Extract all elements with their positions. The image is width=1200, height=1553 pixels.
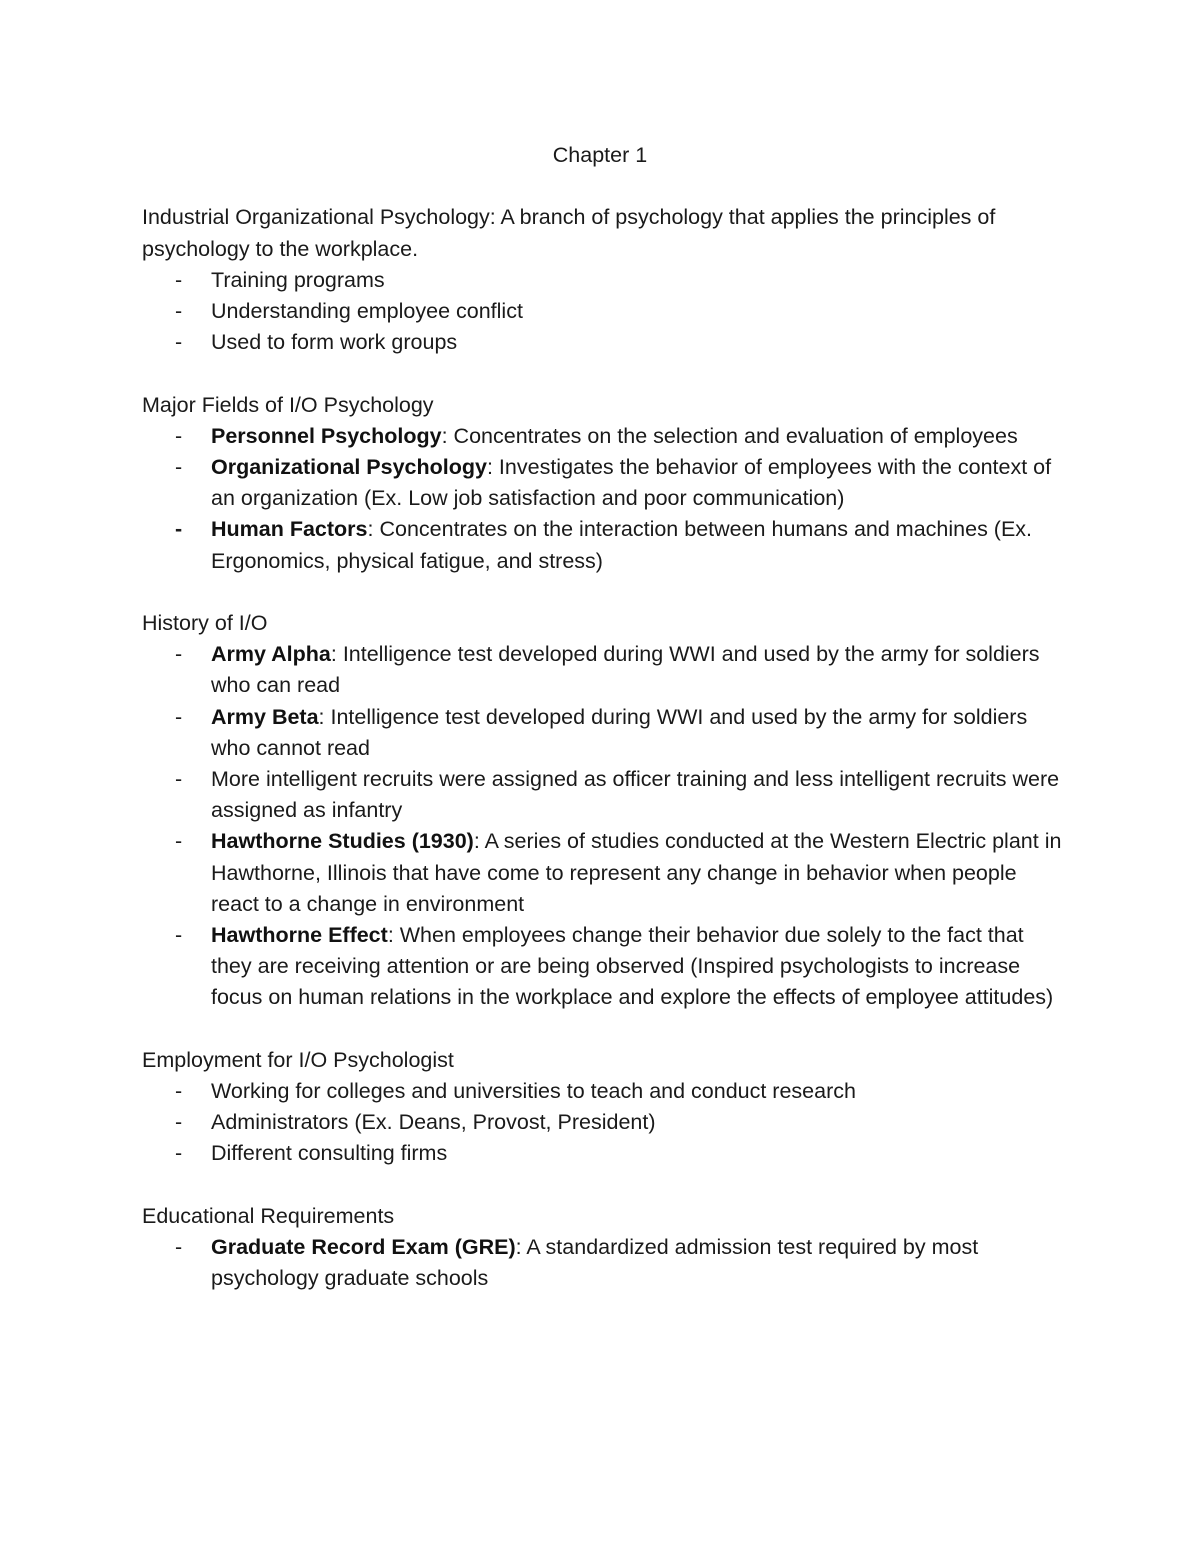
education-list [142, 1232, 1062, 1294]
term: Hawthorne Effect [211, 923, 388, 948]
definition: : A series of studies conducted at the Western Electric plant in Hawthorne, Illinois that have come to represent any change in behavior when people react to a change in environment [211, 829, 1062, 916]
term: Army Beta [211, 704, 319, 729]
list-item-text: Training programs [211, 267, 385, 292]
list-item [142, 265, 1062, 296]
dash-bullet: - [175, 330, 183, 355]
dash-bullet: - [175, 829, 183, 854]
list-item-text: Administrators (Ex. Deans, Provost, President) [211, 1110, 656, 1135]
definition: : Intelligence test developed during WWI and used by the army for soldiers who can read [211, 642, 1040, 698]
list-item [142, 920, 1062, 1014]
term: Hawthorne Studies (1930) [211, 829, 474, 854]
list-item [142, 296, 1062, 327]
section-heading: Educational Requirements [142, 1203, 395, 1228]
intro-definition: Industrial Organizational Psychology: A branch of psychology that applies the principles of psychology to the workplace. [142, 205, 996, 261]
definition: : Investigates the behavior of employees with the context of an organization (Ex. Low job satisfaction and poor communication) [211, 455, 1052, 511]
term: Human Factors [211, 517, 368, 542]
list-item [142, 764, 1062, 826]
dash-bullet: - [175, 299, 183, 323]
section-heading: Employment for I/O Psychologist [142, 1047, 454, 1072]
major-fields-list [142, 421, 1062, 577]
history-section [142, 608, 1062, 1014]
term: Personnel Psychology [211, 423, 442, 448]
definition: : Intelligence test developed during WWI and used by the army for soldiers who cannot read [211, 704, 1028, 760]
dash-bullet: - [175, 423, 183, 448]
term: Army Alpha [211, 642, 331, 667]
education-section [142, 1201, 1062, 1295]
definition: : A standardized admission test required by most psychology graduate schools [211, 1235, 979, 1291]
dash-bullet: - [175, 923, 183, 948]
term: Graduate Record Exam (GRE) [211, 1235, 516, 1260]
dash-bullet: - [175, 267, 183, 292]
dash-bullet: - [175, 1235, 183, 1260]
employment-list [142, 1076, 1062, 1170]
definition: : Concentrates on the interaction between humans and machines (Ex. Ergonomics, physical fatigue, and stress) [211, 517, 1033, 573]
term: Organizational Psychology [211, 455, 487, 479]
list-item [142, 327, 1062, 358]
intro-section [142, 202, 1062, 358]
dash-bullet: - [175, 517, 183, 542]
list-item [142, 702, 1062, 764]
dash-bullet: - [175, 704, 183, 729]
dash-bullet: - [175, 1079, 183, 1104]
list-item [142, 826, 1062, 920]
dash-bullet: - [175, 455, 183, 479]
list-item-text: More intelligent recruits were assigned as officer training and less intelligent recruits were assigned as infantry [211, 767, 1060, 823]
document-body [142, 140, 1062, 1326]
dash-bullet: - [175, 642, 183, 667]
dash-bullet: - [175, 1141, 183, 1166]
definition: : Concentrates on the selection and evaluation of employees [441, 423, 1018, 448]
history-list [142, 639, 1062, 1013]
section-heading: Major Fields of I/O Psychology [142, 392, 434, 417]
list-item-text: Used to form work groups [211, 330, 458, 355]
intro-list [142, 265, 1062, 359]
list-item [142, 452, 1062, 514]
list-item [142, 1076, 1062, 1107]
list-item-text: Working for colleges and universities to teach and conduct research [211, 1079, 856, 1104]
list-item [142, 639, 1062, 701]
page-title: Chapter 1 [552, 143, 648, 167]
list-item [142, 1138, 1062, 1169]
dash-bullet: - [175, 1110, 183, 1135]
list-item [142, 1107, 1062, 1138]
list-item-text: Different consulting firms [211, 1141, 448, 1166]
list-item [142, 1232, 1062, 1294]
list-item [142, 514, 1062, 576]
major-fields-section [142, 390, 1062, 577]
list-item [142, 421, 1062, 452]
dash-bullet: - [175, 767, 183, 792]
employment-section [142, 1045, 1062, 1170]
section-heading: History of I/O [142, 611, 268, 635]
list-item-text: Understanding employee conflict [211, 299, 523, 323]
definition: : When employees change their behavior due solely to the fact that they are receiving attention or are being observed (Inspired psychologists to increase focus on human relations in the workplace and explore the effects of employee attitudes) [211, 923, 1054, 1010]
